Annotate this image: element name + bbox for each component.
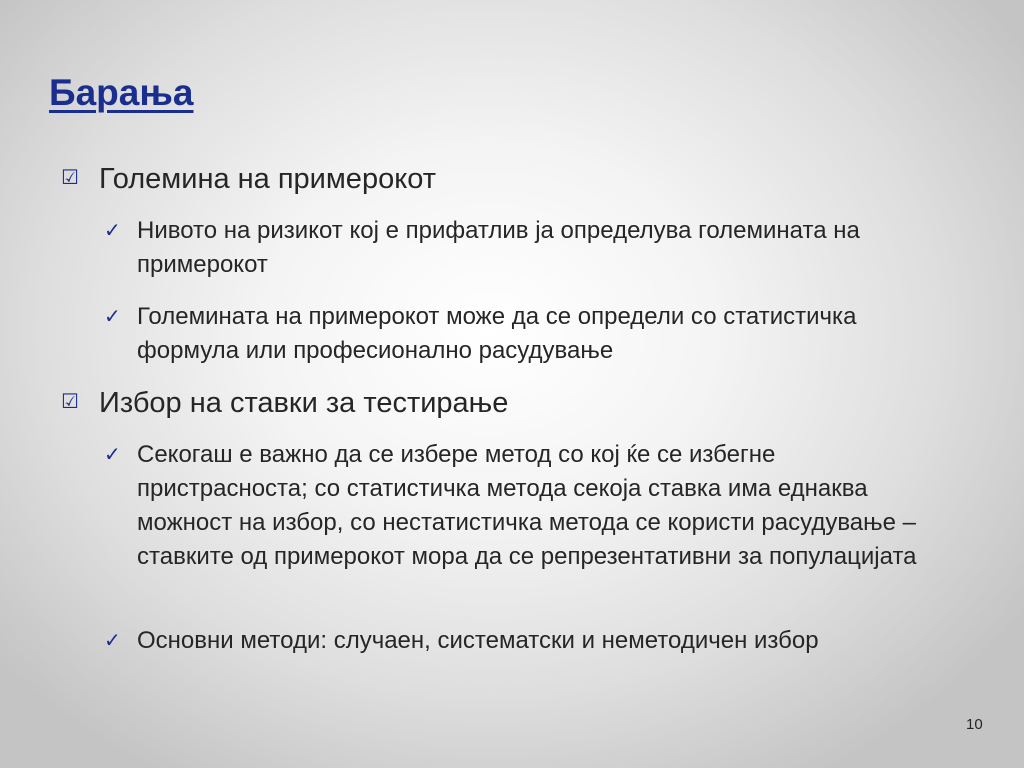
bullet-label: Избор на ставки за тестирање (99, 387, 509, 419)
sub-bullet-item (104, 438, 924, 574)
checkmark-icon: ✓ (104, 630, 121, 652)
sub-bullet-text: Големината на примерокот може да се определи со статистичка формула или професионално расудување (137, 303, 857, 364)
page-number: 10 (966, 716, 983, 733)
sub-bullet-item (104, 300, 924, 368)
sub-bullet-text: Основни методи: случаен, систематски и неметодичен избор (137, 627, 819, 654)
checkmark-icon: ✓ (104, 220, 121, 242)
checkmark-icon: ✓ (104, 306, 121, 328)
sub-bullet-text: Нивото на ризикот кој е прифатлив ја определува големината на примерокот (137, 217, 860, 278)
checkbox-bullet-icon: ☑ (61, 391, 79, 413)
sub-bullet-text: Секогаш е важно да се избере метод со кој ќе се избегне пристрасноста; со статистичка метода секоја ставка има еднаква можност на избор, со нестатистичка метода се користи расудување – ставките од примерокот мора да се репрезентативни за популацијата (137, 441, 917, 570)
checkmark-icon: ✓ (104, 444, 121, 466)
slide-title: Барања (49, 72, 194, 113)
bullet-label: Големина на примерокот (99, 163, 436, 195)
sub-bullet-item (104, 214, 924, 282)
checkbox-bullet-icon: ☑ (61, 167, 79, 189)
sub-bullet-item (104, 624, 924, 658)
